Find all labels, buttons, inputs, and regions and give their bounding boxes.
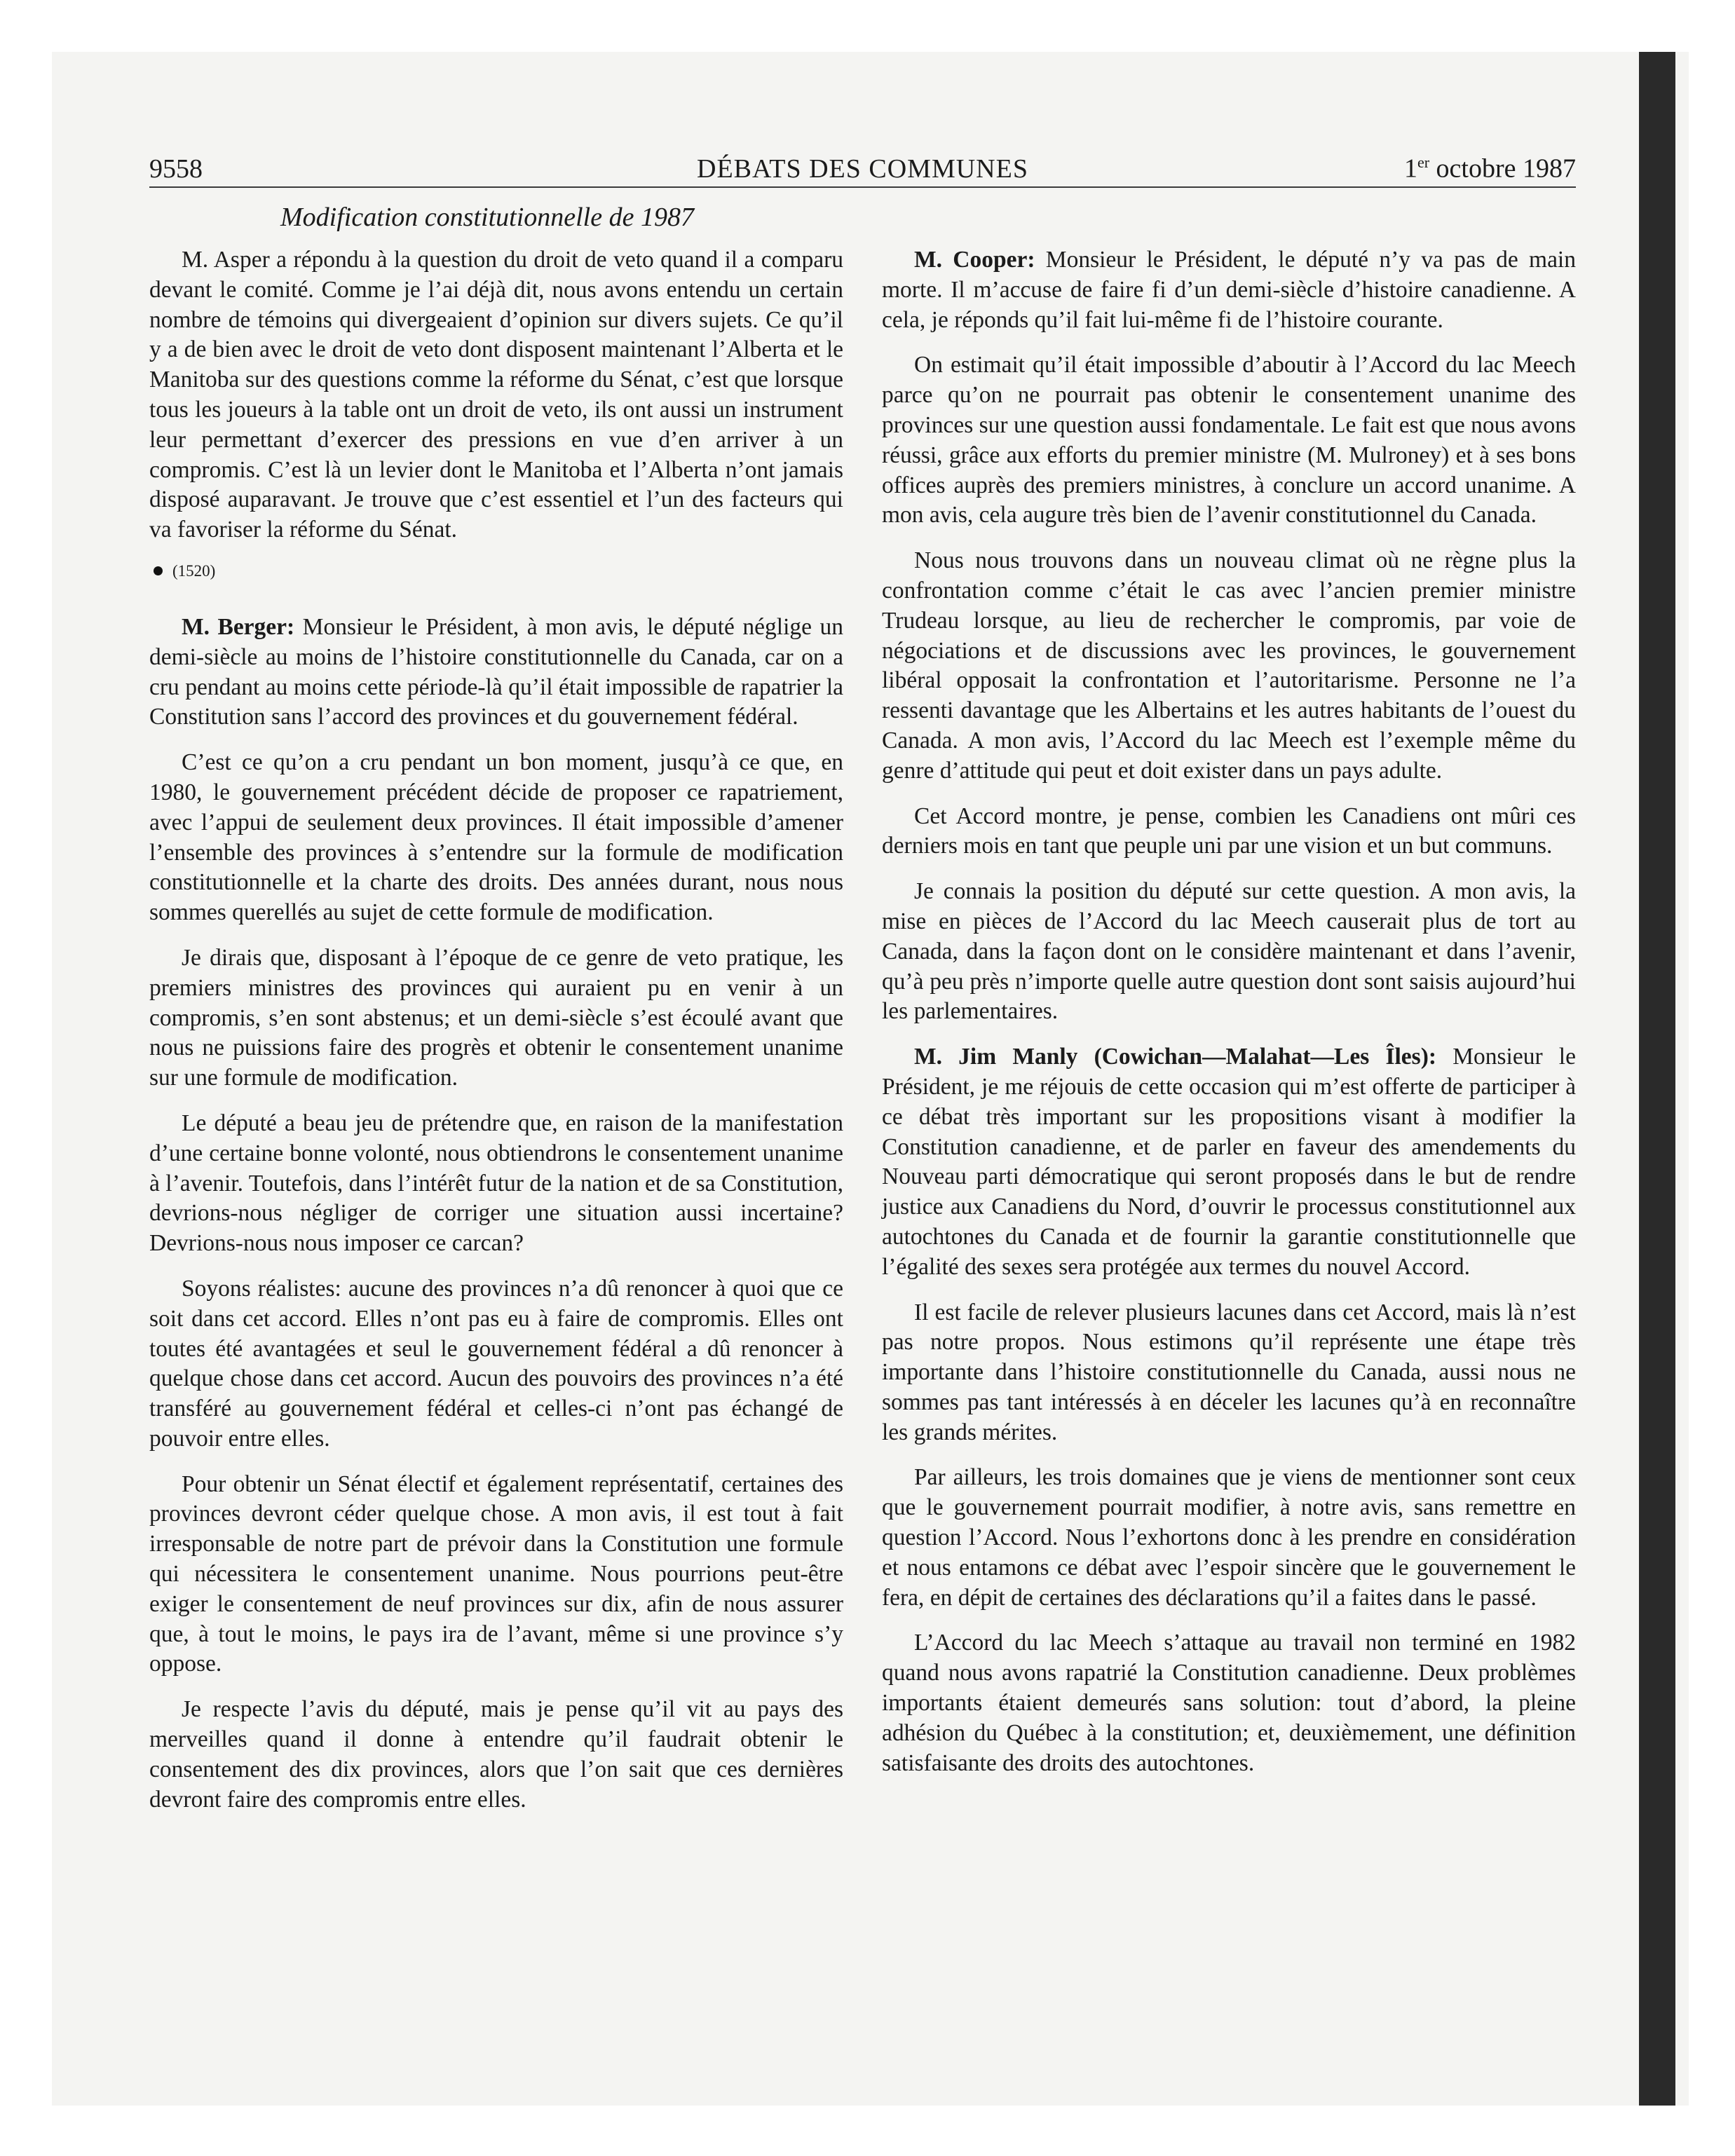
journal-title: DÉBATS DES COMMUNES: [697, 154, 1028, 184]
speech-text: Monsieur le Président, le député n’y va pas de main morte. Il m’accuse de faire fi d’un demi-siècle d’histoire canadienne. A cela, je réponds qu’il fait lui-même fi de l’histoire courante.: [882, 247, 1576, 333]
paragraph: L’Accord du lac Meech s’attaque au travail non terminé en 1982 quand nous avons rapatrié la Constitution canadienne. Deux problèmes importants étaient demeurés sans solution: tout d’abord, la pleine adhésion du Québec à la constitution; et, deuxièmement, une définition satisfaisante des droits des autochtones.: [882, 1630, 1576, 1776]
paragraph: On estimait qu’il était impossible d’aboutir à l’Accord du lac Meech parce qu’on ne pourrait pas obtenir le consentement unanime des provinces sur une question aussi fondamentale. Le fait est que nous avons réussi, grâce aux efforts du premier ministre (M. Mulroney) et à ses bons offices auprès des premiers ministres, à conclure un accord unanime. A mon avis, cela augure très bien de l’avenir constitutionnel du Canada.: [882, 352, 1576, 528]
speaker-name: M. Jim Manly (Cowichan—Malahat—Les Îles):: [914, 1044, 1437, 1070]
speech-text: Monsieur le Président, à mon avis, le député néglige un demi-siècle au moins de l’histoire constitutionnelle du Canada, car on a cru pendant au moins cette période-là qu’il était impossible de rapatrier la Constitution sans l’accord des provinces et du gouvernement fédéral.: [149, 613, 843, 730]
scan-edge-shadow: [1639, 52, 1675, 2106]
paragraph: Je dirais que, disposant à l’époque de ce genre de veto pratique, les premiers ministres des provinces qui auraient pu en venir à un compromis, s’en sont abstenus; et un demi-siècle s’est écoulé avant que nous ne puissions faire des progrès et obtenir le consentement unanime sur une formule de modification.: [149, 944, 843, 1091]
paragraph: M. Asper a répondu à la question du droit de veto quand il a comparu devant le comité. Comme je l’ai déjà dit, nous avons entendu un certain nombre de témoins qui divergeaient d’opinion sur divers sujets. Ce qu’il y a de bien avec le droit de veto dont disposent maintenant l’Alberta et le Manitoba sur des questions comme la réforme du Sénat, c’est que lorsque tous les joueurs à la table ont un droit de veto, ils ont aussi un instrument leur permettant d’exercer des pressions en vue d’en arriver à un compromis. C’est là un levier dont le Manitoba et l’Alberta n’ont jamais disposé auparavant. Je trouve que c’est essentiel et l’un des facteurs qui va favoriser la réforme du Sénat.: [149, 247, 843, 543]
paragraph: Je connais la position du député sur cette question. A mon avis, la mise en pièces de l’Accord du lac Meech causerait plus de tort au Canada, dans la façon dont on le considère maintenant et dans l’avenir, qu’à peu près n’importe quelle autre question dont sont saisis aujourd’hui les parlementaires.: [882, 878, 1576, 1025]
speaker-name: M. Cooper:: [914, 247, 1035, 273]
timestamp-marker: [149, 561, 843, 582]
paragraph: Pour obtenir un Sénat électif et également représentatif, certaines des provinces devront céder quelque chose. A mon avis, il est tout à fait irresponsable de notre part de prévoir dans la Constitution une formule qui nécessitera le consentement unanime. Nous pourrions peut-être exiger le consentement de neuf provinces sur dix, afin de nous assurer que, à tout le moins, le pays ira de l’avant, même si une province s’y oppose.: [149, 1471, 843, 1677]
speaker-paragraph: [149, 613, 843, 732]
paragraph: C’est ce qu’on a cru pendant un bon moment, jusqu’à ce que, en 1980, le gouvernement précédent décide de proposer ce rapatriement, avec l’appui de seulement deux provinces. Il était impossible d’amener l’ensemble des provinces à s’entendre sur la formule de modification constitutionnelle et la charte des droits. Des années durant, nous nous sommes querellés au sujet de cette formule de modification.: [149, 749, 843, 926]
left-column: [149, 245, 843, 1830]
paragraph: Il est facile de relever plusieurs lacunes dans cet Accord, mais là n’est pas notre propos. Nous estimons qu’il représente une étape très importante dans l’histoire constitutionnelle du Canada, aussi nous ne sommes pas tant intéressés à en déceler les lacunes qu’à en reconnaître les grands mérites.: [882, 1299, 1576, 1445]
paragraph: Par ailleurs, les trois domaines que je viens de mentionner sont ceux que le gouvernement pourrait modifier, à notre avis, sans remettre en question l’Accord. Nous l’exhortons donc à les prendre en considération et nous entamons ce débat avec l’espoir sincère que le gouvernement le fera, en dépit de certaines des déclarations qu’il a faites dans le passé.: [882, 1464, 1576, 1611]
speech-text: Monsieur le Président, je me réjouis de cette occasion qui m’est offerte de participer à ce débat très important sur les propositions visant à modifier la Constitution canadienne, et de parler en faveur des amendements du Nouveau parti démocratique qui seront proposés dans le but de rendre justice aux Canadiens du Nord, d’ouvrir le processus constitutionnel aux autochtones du Canada et de fournir la garantie constitutionnelle que l’égalité des sexes sera protégée aux termes du nouvel Accord.: [882, 1044, 1576, 1280]
right-column: [882, 245, 1576, 1794]
speaker-name: M. Berger:: [182, 613, 295, 640]
page-header: [149, 146, 1576, 188]
header-date: [1404, 155, 1576, 182]
date-day: 1: [1403, 154, 1417, 184]
date-suffix: er: [1417, 153, 1430, 172]
section-title: Modification constitutionnelle de 1987: [280, 203, 694, 232]
page-number: 9558: [149, 154, 203, 184]
paragraph: Je respecte l’avis du député, mais je pense qu’il vit au pays des merveilles quand il donne à entendre qu’il faudrait obtenir le consentement des dix provinces, alors que l’on sait que ces dernières devront faire des compromis entre elles.: [149, 1696, 843, 1813]
paragraph: Le député a beau jeu de prétendre que, en raison de la manifestation d’une certaine bonne volonté, nous obtiendrons le consentement unanime à l’avenir. Toutefois, dans l’intérêt futur de la nation et de sa Constitution, devrions-nous négliger de corriger une situation aussi incertaine? Devrions-nous nous imposer ce carcan?: [149, 1110, 843, 1257]
paragraph: Nous nous trouvons dans un nouveau climat où ne règne plus la confrontation comme c’était le cas avec l’ancien premier ministre Trudeau lorsque, au lieu de rechercher le compromis, par voie de négociations et de discussions avec les provinces, le gouvernement libéral opposait la confrontation et l’autoritarisme. Personne ne l’a ressenti davantage que les Albertains et les autres habitants de l’ouest du Canada. A mon avis, l’Accord du lac Meech est l’exemple même du genre d’attitude qui peut et doit exister dans un pays adulte.: [882, 547, 1576, 784]
date-rest: octobre 1987: [1429, 154, 1576, 184]
speaker-paragraph: [882, 245, 1576, 335]
timestamp-text: (1520): [172, 561, 216, 580]
speaker-paragraph: [882, 1042, 1576, 1282]
paragraph: Cet Accord montre, je pense, combien les Canadiens ont mûri ces derniers mois en tant que peuple uni par une vision et un but communs.: [882, 803, 1576, 859]
paragraph: Soyons réalistes: aucune des provinces n’a dû renoncer à quoi que ce soit dans cet accord. Elles n’ont pas eu à faire de compromis. Elles ont toutes été avantagées et seul le gouvernement fédéral a dû renoncer à quelque chose dans cet accord. Aucun des pouvoirs des provinces n’a été transféré au gouvernement fédéral et celles-ci n’ont pas échangé de pouvoir entre elles.: [149, 1275, 843, 1452]
bullet-icon: [154, 566, 163, 575]
